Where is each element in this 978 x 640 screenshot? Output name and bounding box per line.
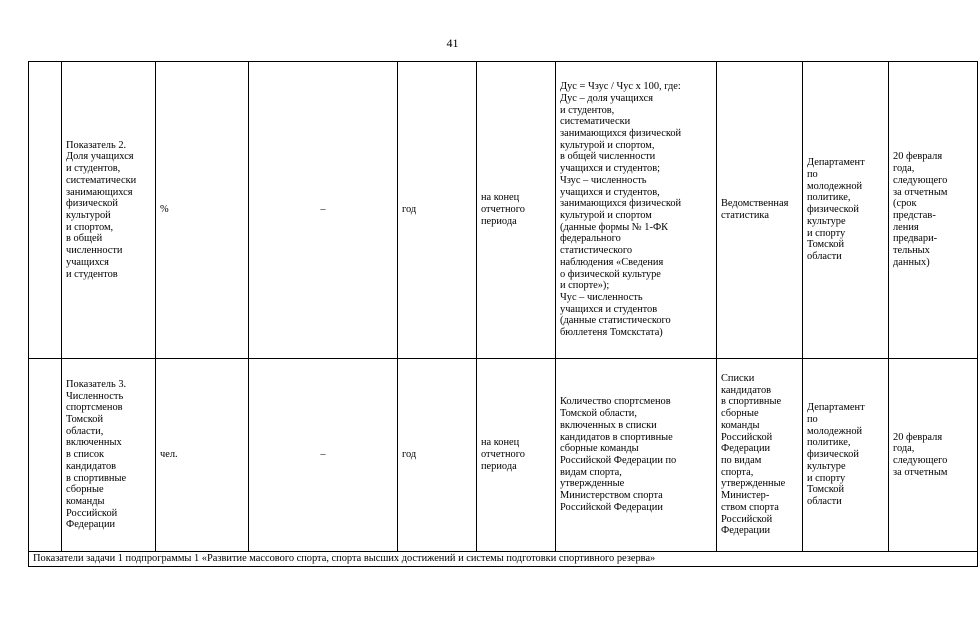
page-number: 41 [446, 36, 459, 50]
table-row [29, 62, 978, 359]
source-cell: Ведомственная статистика [717, 62, 803, 359]
direction-cell: – [249, 62, 398, 359]
method-cell: Количество спортсменов Томской области, включенных в списки кандидатов в спортивные сборные команды Российской Федерации по видам спорта, утвержденные Министерством спорта Российской Федерации [556, 359, 717, 552]
table-row [29, 359, 978, 552]
responsible-cell: Департамент по молодежной политике, физической культуре и спорту Томской области [803, 359, 889, 552]
date-cell: 20 февраля года, следующего за отчетным [889, 359, 978, 552]
section-header-row [29, 552, 978, 567]
period-cell: год [398, 359, 477, 552]
period-cell: год [398, 62, 477, 359]
date-cell: 20 февраля года, следующего за отчетным (срок представ- ления предвари- тельных данных) [889, 62, 978, 359]
section-header-cell: Показатели задачи 1 подпрограммы 1 «Развитие массового спорта, спорта высших достижений и системы подготовки спортивного резерва» [29, 552, 978, 567]
source-cell: Списки кандидатов в спортивные сборные команды Российской Федерации по видам спорта, утвержденные Министер- ством спорта Российской Федерации [717, 359, 803, 552]
unit-cell: чел. [156, 359, 249, 552]
row-number-cell [29, 62, 62, 359]
direction-cell: – [249, 359, 398, 552]
indicator-name-cell: Показатель 3. Численность спортсменов Томской области, включенных в список кандидатов в спортивные сборные команды Российской Федерации [62, 359, 156, 552]
time-cell: на конец отчетного периода [477, 359, 556, 552]
indicators-table [28, 61, 978, 567]
method-cell: Дус = Чзус / Чус x 100, где: Дус – доля учащихся и студентов, систематически занимающихся физической культурой и спортом, в общей численности учащихся и студентов; Чзус – численность учащихся и студентов, занимающихся физической культурой и спортом (данные формы № 1-ФК федерального статистического наблюдения «Сведения о физической культуре и спорте»); Чус – численность учащихся и студентов (данные статистического бюллетеня Томскстата) [556, 62, 717, 359]
responsible-cell: Департамент по молодежной политике, физической культуре и спорту Томской области [803, 62, 889, 359]
indicator-name-cell: Показатель 2. Доля учащихся и студентов, систематически занимающихся физической культурой и спортом, в общей численности учащихся и студентов [62, 62, 156, 359]
unit-cell: % [156, 62, 249, 359]
time-cell: на конец отчетного периода [477, 62, 556, 359]
row-number-cell [29, 359, 62, 552]
